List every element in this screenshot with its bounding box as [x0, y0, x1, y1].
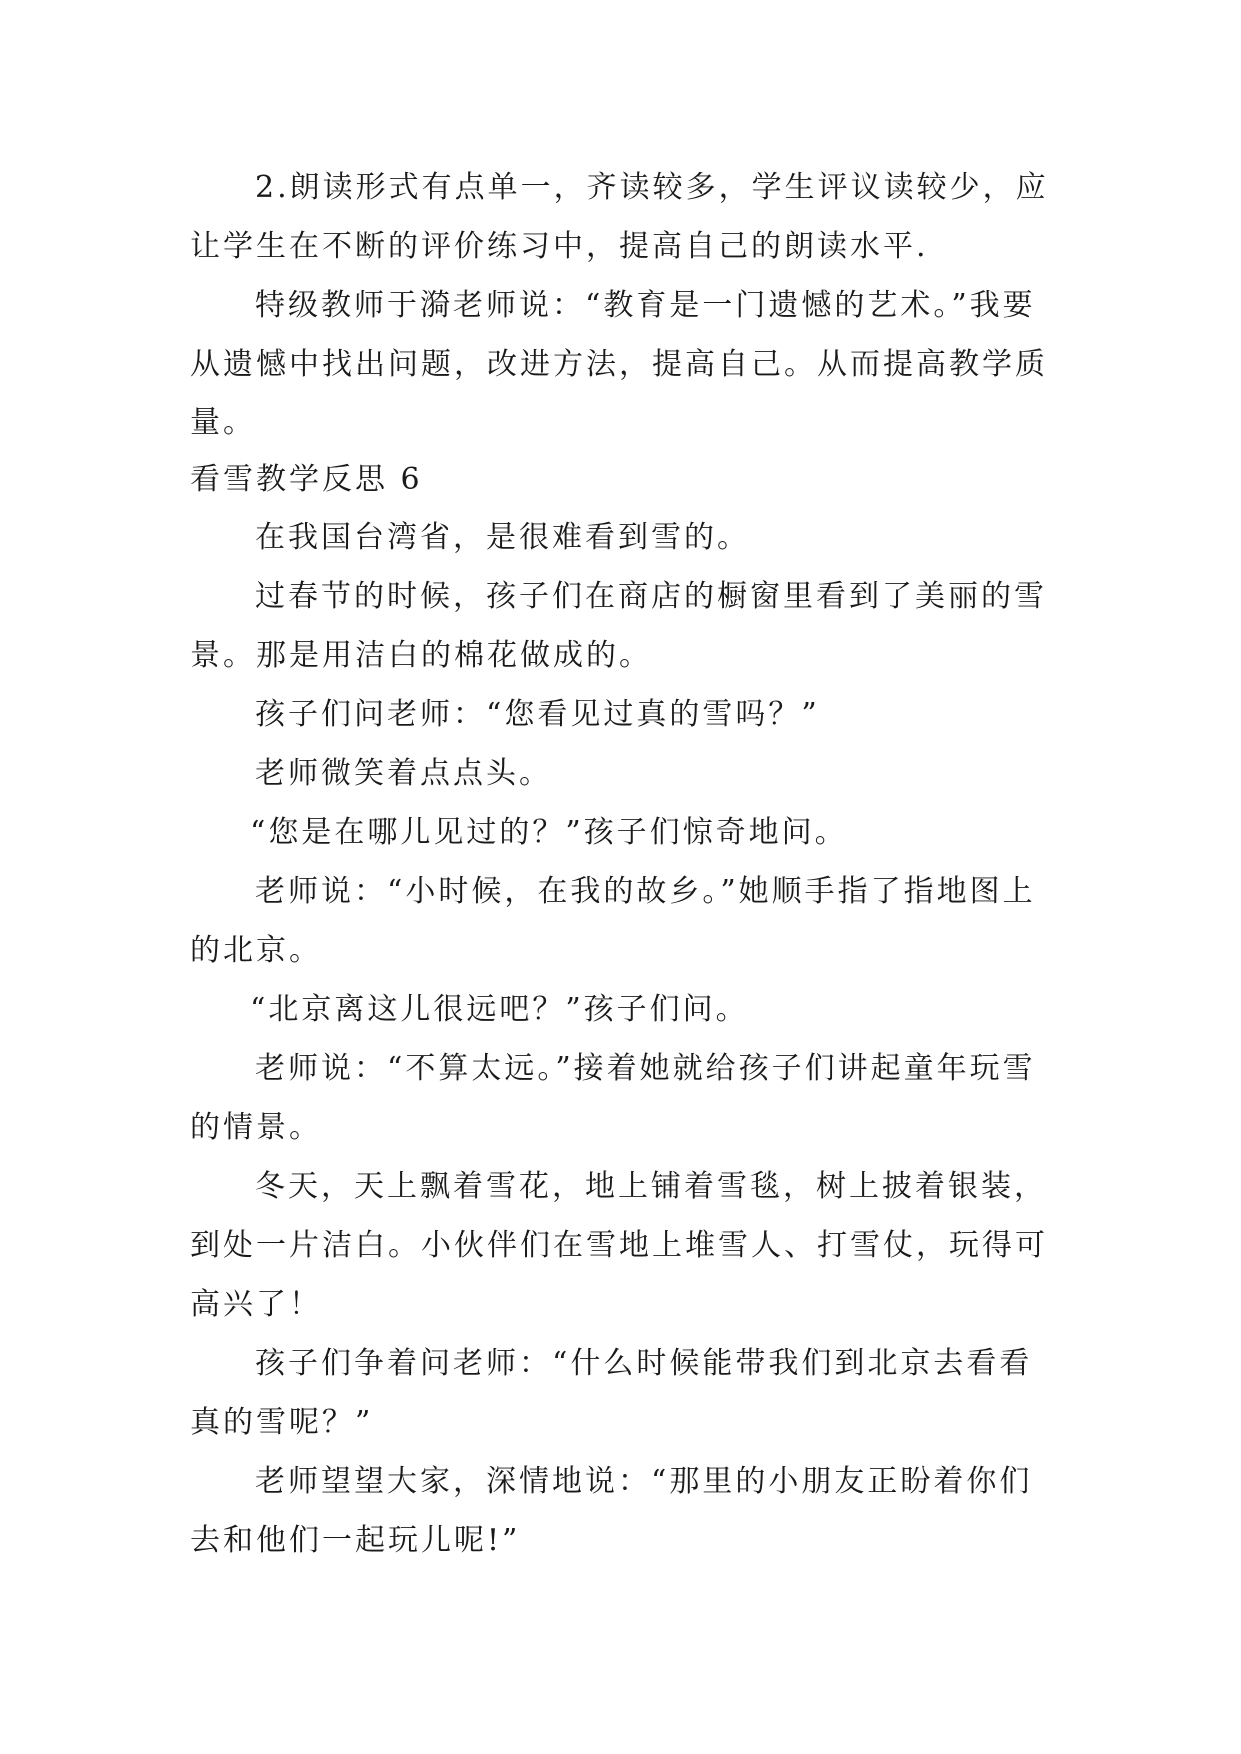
paragraph-line: 的情景。 [190, 1110, 322, 1145]
paragraph-line: 2.朗读形式有点单一，齐读较多，学生评议读较少，应 [255, 170, 1049, 205]
paragraph-line: 老师微笑着点点头。 [255, 756, 552, 791]
paragraph-line: 老师望望大家，深情地说：“那里的小朋友正盼着你们 [255, 1464, 1033, 1499]
paragraph-line: 过春节的时候，孩子们在商店的橱窗里看到了美丽的雪 [255, 579, 1047, 614]
paragraph-line: 从遗憾中找出问题，改进方法，提高自己。从而提高教学质 [190, 347, 1048, 382]
paragraph-line: 老师说：“不算太远。”接着她就给孩子们讲起童年玩雪 [255, 1051, 1036, 1086]
paragraph-line: 到处一片洁白。小伙伴们在雪地上堆雪人、打雪仗，玩得可 [190, 1228, 1048, 1263]
section-heading: 看雪教学反思 6 [190, 462, 423, 497]
paragraph-line: “您是在哪儿见过的？”孩子们惊奇地问。 [250, 815, 848, 850]
paragraph-line: “北京离这儿很远吧？”孩子们问。 [250, 992, 749, 1027]
paragraph-line: 高兴了！ [190, 1287, 322, 1322]
paragraph-line: 真的雪呢？” [190, 1405, 374, 1440]
paragraph-line: 孩子们问老师：“您看见过真的雪吗？” [255, 697, 820, 732]
paragraph-line: 特级教师于漪老师说：“教育是一门遗憾的艺术。”我要 [255, 288, 1036, 323]
paragraph-line: 让学生在不断的评价练习中，提高自己的朗读水平. [190, 229, 929, 264]
paragraph-line: 量。 [190, 405, 256, 440]
paragraph-line: 去和他们一起玩儿呢!” [190, 1523, 521, 1558]
paragraph-line: 在我国台湾省，是很难看到雪的。 [255, 520, 750, 555]
paragraph-line: 老师说：“小时候，在我的故乡。”她顺手指了指地图上 [255, 874, 1036, 909]
paragraph-line: 的北京。 [190, 933, 322, 968]
paragraph-line: 孩子们争着问老师：“什么时候能带我们到北京去看看 [255, 1346, 1033, 1381]
paragraph-line: 景。那是用洁白的棉花做成的。 [190, 638, 652, 673]
paragraph-line: 冬天，天上飘着雪花，地上铺着雪毯，树上披着银装， [255, 1169, 1047, 1204]
